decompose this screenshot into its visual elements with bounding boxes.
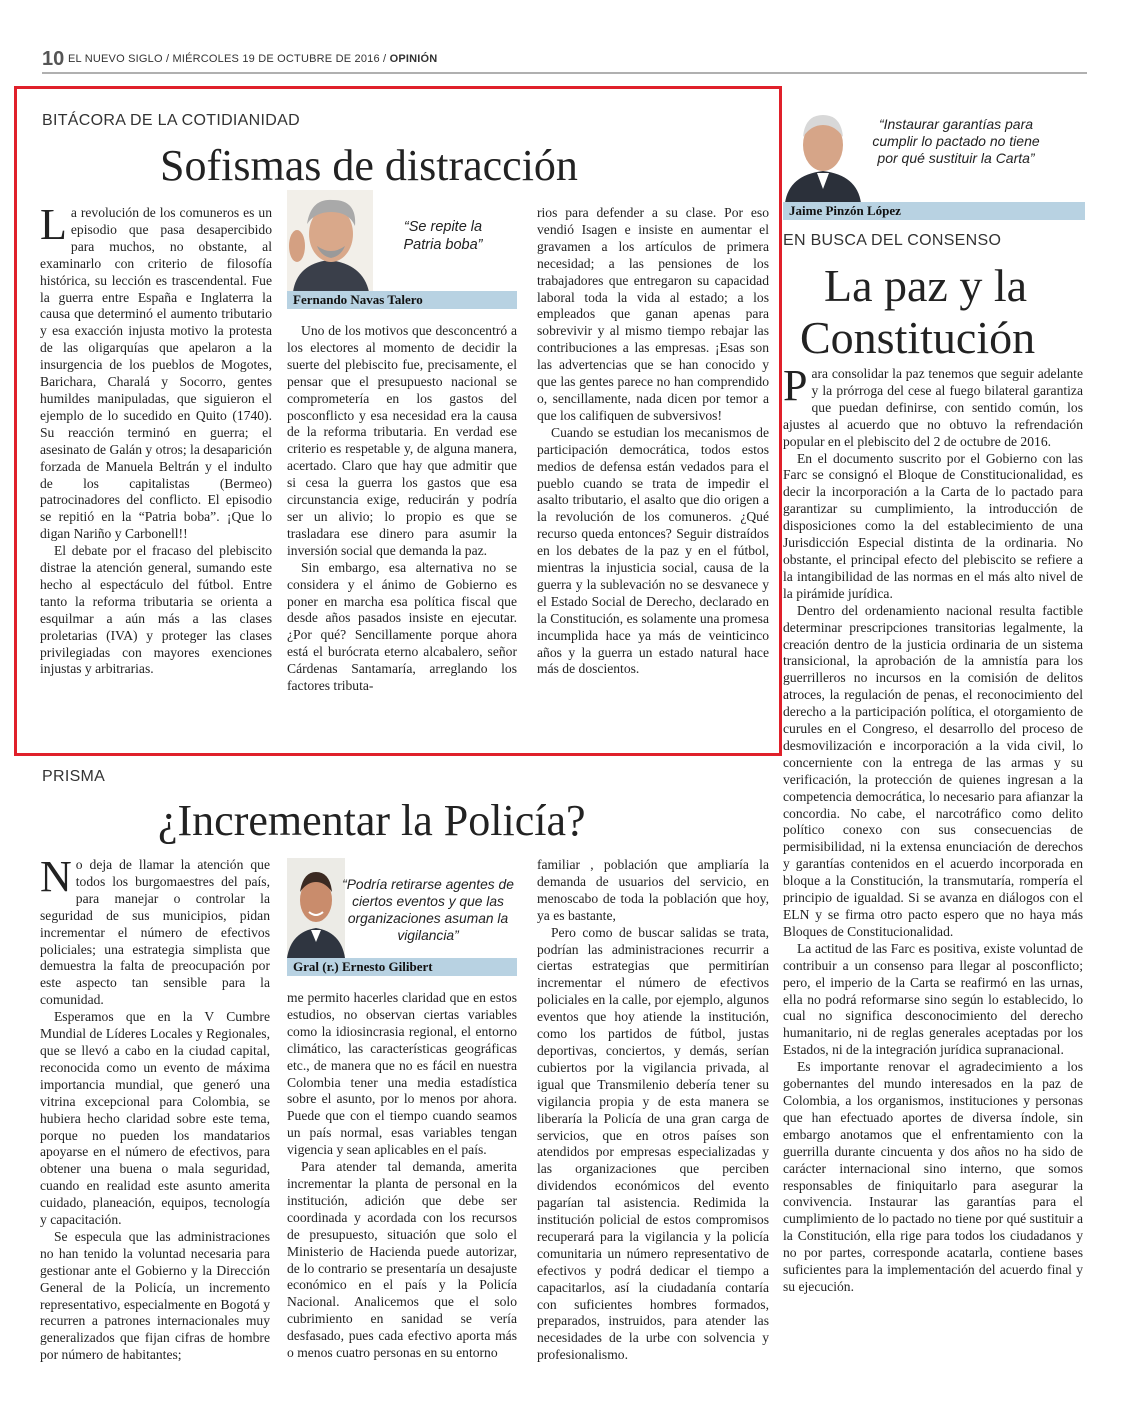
author-photo: [287, 190, 373, 292]
paragraph: Uno de los motivos que desconcentró a los electores al momento de decidir la suerte del plebiscito fue, precisamente, el pensar que el presupuesto nacional se comprometería en los gastos del posconflicto y esa necesidad era la causa de la reforma tributaria. En verdad ese criterio es respetable y, de alguna manera, acertado. Claro que hay que admitir que si cesa la guerra los gastos que esa circunstancia exige, reducirán y podría ser un alivio; lo propio es que se trasladara ese dinero para asumir la inversión social que demanda la paz.: [287, 323, 517, 558]
dropcap: L: [40, 200, 67, 249]
paragraph: ara consolidar la paz tenemos que seguir adelante y la prórroga del cese al fuego bilateral garantiza que puedan definirse, con sentido común, los ajustes al acuerdo que no obtuvo la refrendación popular en el plebiscito del 2 de octubre de 2016.: [783, 366, 1083, 449]
paragraph: rios para defender a su clase. Por eso vendió Isagen e insiste en aumentar el gravamen a los artículos de primera necesidad; a las pensiones de los trabajadores que entregaron su capacidad laboral toda la vida al estado; a los empleados que ganan apenas para sobrevivir y al mismo tiempo rebajar las contribuciones a las empresas. ¡Esas son las advertencias que se han conocido y que las gentes parece no han comprendido o, sencillamente, nada dicen por temor a que los califiquen de subversivos!: [537, 205, 769, 423]
pull-quote: “Instaurar garantías para cumplir lo pactado no tiene por qué sustituir la Carta”: [872, 116, 1040, 166]
dropcap: P: [783, 361, 808, 410]
paragraph: a revolución de los comuneros es un episodio que pasa desapercibido para muchos, no obstante, al examinarlo con criterio de filosofía histórica, su lección es trascendental. Fue la guerra entre España e Inglaterra la causa que determinó el aumento tributario y esa exacción injusta motivo la protesta de las oligarquías que apelaron a la insurgencia de los pueblos de Mogotes, Barichara, Charalá y Socorro, gentes humildes manipuladas, que siguieron el ejemplo de lo sucedido en Quito (1740). Su reacción terminó en guerra; el asesinato de Galán y otros; la desaparición forzada de Manuela Beltrán y el indulto de los capitalistas (Bermeo) patrocinadores del conflicto. El episodio se repitió en la “Patria boba”. ¡Que lo digan Nariño y Carbonell!!: [40, 205, 272, 542]
article1-column-3: [537, 205, 769, 678]
article3-section: EN BUSCA DEL CONSENSO: [783, 232, 1002, 249]
paragraph: Cuando se estudian los mecanismos de participación democrática, todos estos medios de defensa están vedados para el pueblo cuando se trata de impedir el asalto tributario, el asalto que dio origen a la revolución de los comuneros. ¿Qué recurso queda entonces? Seguir distraídos en los debates de la paz y en el fútbol, mientras la injusticia social, causa de la guerra y la sublevación no se desvanece y el Estado Social de Derecho, declarado en la Constitución, es solamente una promesa incumplida hace ya más de veinticinco años y la guerra un estado natural hace más de doscientos.: [537, 424, 769, 677]
pull-quote: “Se repite la Patria boba”: [403, 219, 483, 253]
paragraph: La actitud de las Farc es positiva, existe voluntad de contribuir a un consenso para llegar al posconflicto; pero, el imperio de la Carta se reafirmó en las urnas, ella no podrá reformarse sino según lo establecido, lo cual no significa desconocimiento del derecho humanitario, ni de reglas generales aceptadas por los Estados, ni de la integración jurídica supranacional.: [783, 940, 1083, 1058]
page-number: 10: [42, 48, 65, 70]
publication-date: EL NUEVO SIGLO / MIÉRCOLES 19 DE OCTUBRE DE 2016 /: [68, 53, 387, 65]
author-name: Jaime Pinzón López: [783, 202, 1085, 220]
paragraph: me permito hacerles claridad que en estos estudios, no observan ciertas variables como la idiosincrasia regional, el entorno climático, las características geográficas etc., de manera que no es fácil en nuestra Colombia tener una media estadística sobre el asunto, por lo menos por ahora. Puede que con el tiempo cuando seamos un país normal, esas variables tengan vigencia y sean aplicables en el país.: [287, 990, 517, 1158]
article2-column-2: [287, 990, 517, 1362]
paragraph: Se especula que las administraciones no han tenido la voluntad necesaria para gestionar ante el Gobierno y la Dirección General de la Policía, un incremento representativo, especialmente en Bogotá y recurren a patrones internacionales muy generalizados que fijan cifras de hombre por número de habitantes;: [40, 1228, 270, 1363]
dropcap: N: [40, 852, 72, 901]
paragraph: Es importante renovar el agradecimiento a los gobernantes del mundo interesados en la paz de Colombia, a los organismos, instituciones y personas que han efectuado aportes de diversa índole, sin embargo anotamos que el enfrentamiento con la guerrilla durante cincuenta y dos años no ha sido de carácter internacional sino interno, que somos responsables de finiquitarlo para asegurar la convivencia. Instaurar las garantías para el cumplimiento de lo pactado no tiene por qué sustituir a la Constitución, ella rige para todos los ciudadanos y no por partes, corresponde acatarla, contiene bases suficientes para la implementación del acuerdo final y su ejecución.: [783, 1059, 1083, 1294]
article1-title: Sofismas de distracción: [160, 141, 578, 190]
paragraph: El debate por el fracaso del plebiscito distrae la atención general, sumando este hecho al espectáculo del fútbol. Entre tanto la reforma tributaria se orienta a esquilmar a aún más a las clases proletarias (IVA) y proteger las clases privilegiadas con mayores exenciones injustas y arbitrarias.: [40, 543, 272, 677]
article3-title-line2: Constitución: [800, 312, 1036, 363]
paragraph: familiar , población que ampliaría la demanda de usuarios del servicio, en menoscabo de toda la población que hoy, ya es bastante,: [537, 857, 769, 923]
page-header: [42, 48, 1087, 74]
paragraph: Esperamos que en la V Cumbre Mundial de Líderes Locales y Regionales, que se llevó a cabo en la ciudad capital, reconocida como un evento de máxima importancia mundial, que generó una vitrina excepcional para Colombia, se hubiera hecho claridad sobre este tema, porque no pueden los mandatarios apoyarse en el número de efectivos, para obtener una buena o mala seguridad, cuando en realidad este asunto amerita cuidado, planeación, equipos, tecnología y capacitación.: [40, 1009, 270, 1228]
paragraph: Dentro del ordenamiento nacional resulta factible determinar prescripciones transitorias legalmente, la creación dentro de la justicia ordinaria de un sistema transicional, la aprobación de la amnistía para los guerrilleros no incursos en la comisión de delitos atroces, la regulación de penas, el reconocimiento del derecho a la participación política, el otorgamiento de curules en el Congreso, el desarrollo del proceso de desmovilización e incorporación a la vida civil, lo concerniente con la entrega de las armas y su verificación, la protección de quienes ingresan a la competencia democrática, lo necesario para afianzar la concordia. No cabe, el narcotráfico como delito político conexo con sus consecuencias de permisibilidad, ni la extensa enunciación de derechos y garantías contenidos en el acuerdo incorporada en bloque a la Constitución, la transmutaría, rompería el principio de igualdad. Si se avanza en diálogos con el ELN y se firma otro pacto espero que no haya más Bloques de Constitucionalidad.: [783, 602, 1083, 939]
article1-column-2: [287, 323, 517, 695]
paragraph: Sin embargo, esa alternativa no se considera y el ánimo de Gobierno es poner en marcha esa política fiscal que desde años pasados insiste en ejecutar. ¿Por qué? Sencillamente porque ahora está el burócrata eterno alcabalero, señor Cárdenas Santamaría, arreglando los factores tributa-: [287, 559, 517, 694]
article2-title: ¿Incrementar la Policía?: [158, 796, 586, 845]
author-name: Fernando Navas Talero: [287, 291, 517, 309]
paragraph: Pero como de buscar salidas se trata, podrían las administraciones recurrir a ciertas estrategias que permitirían incrementar el número de efectivos policiales en la calle, por ejemplo, algunos eventos que hoy atiende la institución, como los partidos de fútbol, justas deportivas, conciertos, y demás, serían cubiertos por la vigilancia privada, al igual que Transmilenio debería tener su vigilancia propia y de esta manera se liberaría la Policía de una gran carga de servicios, que en otros países son atendidos por empresas especializadas y las organizaciones que perciben dividendos económicos del evento pagarían tal asistencia. Redimida la institución policial de estos compromisos recuperará para la vigilancia y la policía comunitaria un número representativo de efectivos y podrá dedicar el tiempo a capacitarlos, así la ciudadanía contaría con suficientes hombres formados, preparados, instruidos, para atender las necesidades de la urbe con solvencia y profesionalismo.: [537, 924, 769, 1363]
article3-column: [783, 361, 1083, 1296]
pull-quote: “Podría retirarse agentes de ciertos eventos y que las organizaciones asuman la vigilancia”: [342, 877, 514, 943]
paragraph: Para atender tal demanda, amerita incrementar la planta de personal en la institución, adición que debe ser coordinada y acordada con los recursos de presupuesto, situación que solo el Ministerio de Hacienda puede autorizar, de lo contrario se presentaría un desajuste económico en el país y la Policía Nacional. Analicemos que el solo cubrimiento en sanidad se vería desfasado, pues cada efectivo aporta más o menos cuatro personas en su entorno: [287, 1159, 517, 1361]
page-info: [68, 53, 437, 65]
author-photo: [287, 858, 345, 958]
article1-column-1: [40, 200, 272, 678]
article2-column-3: [537, 857, 769, 1364]
paragraph: o deja de llamar la atención que todos los burgomaestres del país, para manejar o controlar la seguridad de sus municipios, pidan incrementar el número de efectivos policiales; una estrategia simplista que demuestra la falta de preocupación por este aspecto tan sensible para la comunidad.: [40, 857, 270, 1008]
article2-column-1: [40, 852, 270, 1364]
article1-section: BITÁCORA DE LA COTIDIANIDAD: [42, 112, 300, 129]
section-name: OPINIÓN: [389, 53, 438, 65]
article2-section: PRISMA: [42, 768, 106, 785]
author-photo: [783, 107, 863, 203]
article3-title-line1: La paz y la: [824, 260, 1028, 311]
paragraph: En el documento suscrito por el Gobierno con las Farc se consignó el Bloque de Constitucionalidad, es decir la incorporación a la Carta de lo pactado para garantizar su cumplimiento, la introducción de disposiciones como la del establecimiento de una Jurisdicción Especial distinta de la ordinaria. No obstante, el principal efecto del plebiscito se refiere a la intangibilidad de las normas en el más alto nivel de la pirámide jurídica.: [783, 450, 1083, 601]
author-name: Gral (r.) Ernesto Gilibert: [287, 958, 517, 976]
